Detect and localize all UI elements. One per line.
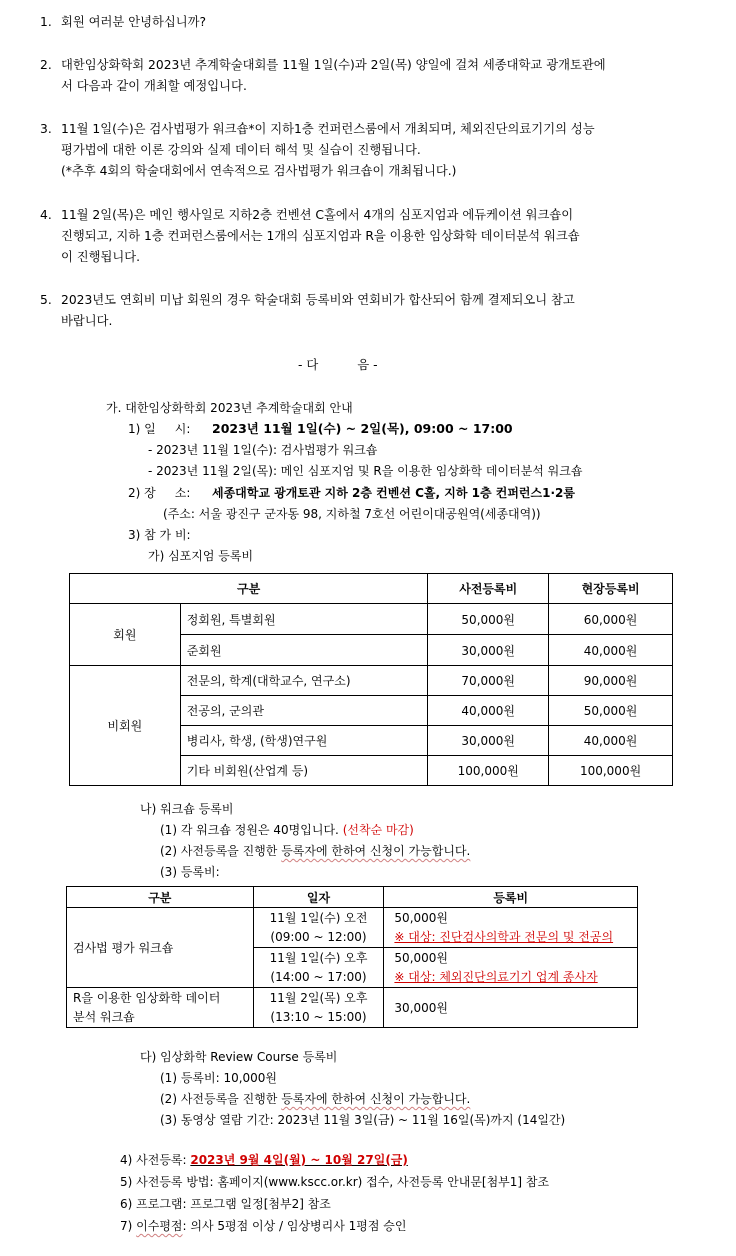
header-pre-registration: 사전등록비 <box>428 574 549 604</box>
review-title: 다) 임상화학 Review Course 등록비 <box>140 1050 338 1064</box>
notice-1-num: 1. <box>40 15 52 29</box>
notice-5-num: 5. <box>40 293 52 307</box>
notice-3-line3: (*추후 4회의 학술대회에서 연속적으로 검사법평가 워크숍이 개최됩니다.) <box>61 164 457 178</box>
ws-r-date-time: (13:10 ~ 15:00) <box>270 1009 367 1024</box>
ws-date-am-day: 11월 1일(수) 오전 <box>269 910 368 925</box>
workshop-capacity: (1) 각 워크숍 정원은 40명입니다. <box>160 823 339 837</box>
ws-r-name <box>67 988 254 1028</box>
ws-header-fee: 등록비 <box>384 887 638 908</box>
ws-date-pm-day: 11월 1일(수) 오후 <box>269 950 368 965</box>
credits-detail: : 의사 5평점 이상 / 임상병리사 1평점 승인 <box>182 1219 407 1233</box>
da-eum-heading: - 다 음 - <box>298 358 378 372</box>
prereg-label: 4) 사전등록: <box>120 1153 191 1167</box>
onsite-fee: 90,000원 <box>549 666 673 696</box>
place-label: 2) 장 소: <box>128 486 191 500</box>
ws-date-pm <box>253 948 384 988</box>
workshop-item-2-suffix: 등록자에 한하여 신청이 가능합니다. <box>281 844 471 858</box>
onsite-fee: 40,000원 <box>549 635 673 666</box>
header-category: 구분 <box>70 574 428 604</box>
member-type: 정회원, 특별회원 <box>180 604 428 635</box>
date-value: 2023년 11월 1일(수) ~ 2일(목), 09:00 ~ 17:00 <box>212 421 513 436</box>
section-title: 가. 대한임상화학회 2023년 추계학술대회 안내 <box>106 401 353 415</box>
workshop-item-3: (3) 등록비: <box>160 865 220 879</box>
ws-date-pm-time: (14:00 ~ 17:00) <box>270 969 367 984</box>
ws-header-date: 일자 <box>253 887 384 908</box>
review-item-1: (1) 등록비: 10,000원 <box>160 1071 278 1085</box>
onsite-fee: 40,000원 <box>549 726 673 756</box>
review-item-3: (3) 동영상 열람 기간: 2023년 11월 3일(금) ~ 11월 16일(목)까지 (14일간) <box>160 1113 566 1127</box>
notice-2-line2: 서 다음과 같이 개최할 예정입니다. <box>61 79 247 93</box>
ws-r-date-day: 11월 2일(목) 오후 <box>269 990 368 1005</box>
member-type: 전공의, 군의관 <box>180 696 428 726</box>
pre-fee: 100,000원 <box>428 756 549 786</box>
notice-4-line3: 이 진행됩니다. <box>61 250 141 264</box>
review-item-2 <box>160 1089 470 1109</box>
header-onsite-registration: 현장등록비 <box>549 574 673 604</box>
prereg-period: 2023년 9월 4일(월) ~ 10월 27일(금) <box>190 1153 408 1167</box>
notice-5-line1: 2023년도 연회비 미납 회원의 경우 학술대회 등록비와 연회비가 합산되어 함께 결제되오니 참고 <box>61 293 575 307</box>
prereg-method: 5) 사전등록 방법: 홈페이지(www.kscc.or.kr) 접수, 사전등록 안내문[첨부1] 참조 <box>120 1175 550 1189</box>
ws-evaluation-name: 검사법 평가 워크숍 <box>67 908 254 988</box>
onsite-fee: 100,000원 <box>549 756 673 786</box>
workshop-fee-table <box>66 886 638 1028</box>
prereg-line <box>120 1150 408 1170</box>
symposium-fee-label: 가) 심포지엄 등록비 <box>148 549 254 563</box>
credits-line <box>120 1216 406 1236</box>
workshop-item-2 <box>160 841 470 861</box>
ws-fee-am-target: ※ 대상: 진단검사의학과 전문의 및 전공의 <box>394 929 614 944</box>
pre-fee: 50,000원 <box>428 604 549 635</box>
onsite-fee: 50,000원 <box>549 696 673 726</box>
ws-fee-pm <box>384 948 638 988</box>
notice-4-line2: 진행되고, 지하 1층 컨퍼런스룸에서는 1개의 심포지엄과 R을 이용한 임상화학 데이터분석 워크숍 <box>61 229 580 243</box>
ws-fee-pm-amount: 50,000원 <box>394 950 449 965</box>
workshop-fee-title: 나) 워크숍 등록비 <box>140 802 234 816</box>
notice-3-num: 3. <box>40 122 52 136</box>
fee-label: 3) 참 가 비: <box>128 528 191 542</box>
pre-fee: 30,000원 <box>428 726 549 756</box>
ws-r-name-line2: 분석 워크숍 <box>73 1009 135 1024</box>
member-type: 기타 비회원(산업계 등) <box>180 756 428 786</box>
pre-fee: 30,000원 <box>428 635 549 666</box>
notice-5-line2: 바랍니다. <box>61 314 113 328</box>
pre-fee: 70,000원 <box>428 666 549 696</box>
group-non-member: 비회원 <box>70 666 181 786</box>
ws-fee-am <box>384 908 638 948</box>
notice-4-num: 4. <box>40 208 52 222</box>
review-item-2-prefix: (2) 사전등록을 진행한 <box>160 1092 282 1106</box>
date-sub-2: - 2023년 11월 2일(목): 메인 심포지엄 및 R을 이용한 임상화학 데이터분석 워크숍 <box>148 464 583 478</box>
workshop-item-1 <box>160 820 414 840</box>
workshop-item-2-prefix: (2) 사전등록을 진행한 <box>160 844 282 858</box>
ws-date-am <box>253 908 384 948</box>
ws-fee-pm-target: ※ 대상: 체외진단의료기기 업계 종사자 <box>394 969 598 984</box>
date-label: 1) 일 시: <box>128 422 191 436</box>
notice-2-num: 2. <box>40 58 52 72</box>
notice-3-line2: 평가법에 대한 이론 강의와 실제 데이터 해석 및 실습이 진행됩니다. <box>61 143 421 157</box>
credits-num: 7) <box>120 1219 137 1233</box>
ws-r-name-line1: R을 이용한 임상화학 데이터 <box>73 990 221 1005</box>
place-value: 세종대학교 광개토관 지하 2층 컨벤션 C홀, 지하 1층 컨퍼런스1·2룸 <box>212 486 575 500</box>
member-type: 전문의, 학계(대학교수, 연구소) <box>180 666 428 696</box>
place-address: (주소: 서울 광진구 군자동 98, 지하철 7호선 어린이대공원역(세종대역)) <box>163 507 541 521</box>
group-member: 회원 <box>70 604 181 666</box>
symposium-fee-table <box>69 573 673 786</box>
member-type: 병리사, 학생, (학생)연구원 <box>180 726 428 756</box>
review-item-2-suffix: 등록자에 한하여 신청이 가능합니다. <box>281 1092 471 1106</box>
ws-fee-am-amount: 50,000원 <box>394 910 449 925</box>
ws-date-am-time: (09:00 ~ 12:00) <box>270 929 367 944</box>
ws-r-date <box>253 988 384 1028</box>
notice-4-line1: 11월 2일(목)은 메인 행사일로 지하2층 컨벤션 C홀에서 4개의 심포지엄과 에듀케이션 워크숍이 <box>61 208 574 222</box>
notice-3-line1: 11월 1일(수)은 검사법평가 워크숍*이 지하1층 컨퍼런스룸에서 개최되며, 체외진단의료기기의 성능 <box>61 122 595 136</box>
pre-fee: 40,000원 <box>428 696 549 726</box>
program-line: 6) 프로그램: 프로그램 일정[첨부2] 참조 <box>120 1197 331 1211</box>
notice-2-line1: 대한임상화학회 2023년 추계학술대회를 11월 1일(수)과 2일(목) 양일에 걸쳐 세종대학교 광개토관에 <box>61 58 606 72</box>
ws-r-fee: 30,000원 <box>384 988 638 1028</box>
onsite-fee: 60,000원 <box>549 604 673 635</box>
member-type: 준회원 <box>180 635 428 666</box>
date-sub-1: - 2023년 11월 1일(수): 검사법평가 워크숍 <box>148 443 378 457</box>
notice-1-line1: 회원 여러분 안녕하십니까? <box>61 15 207 29</box>
credits-label: 이수평점 <box>136 1219 183 1233</box>
first-come-note: (선착순 마감) <box>342 823 414 837</box>
ws-header-category: 구분 <box>67 887 254 908</box>
